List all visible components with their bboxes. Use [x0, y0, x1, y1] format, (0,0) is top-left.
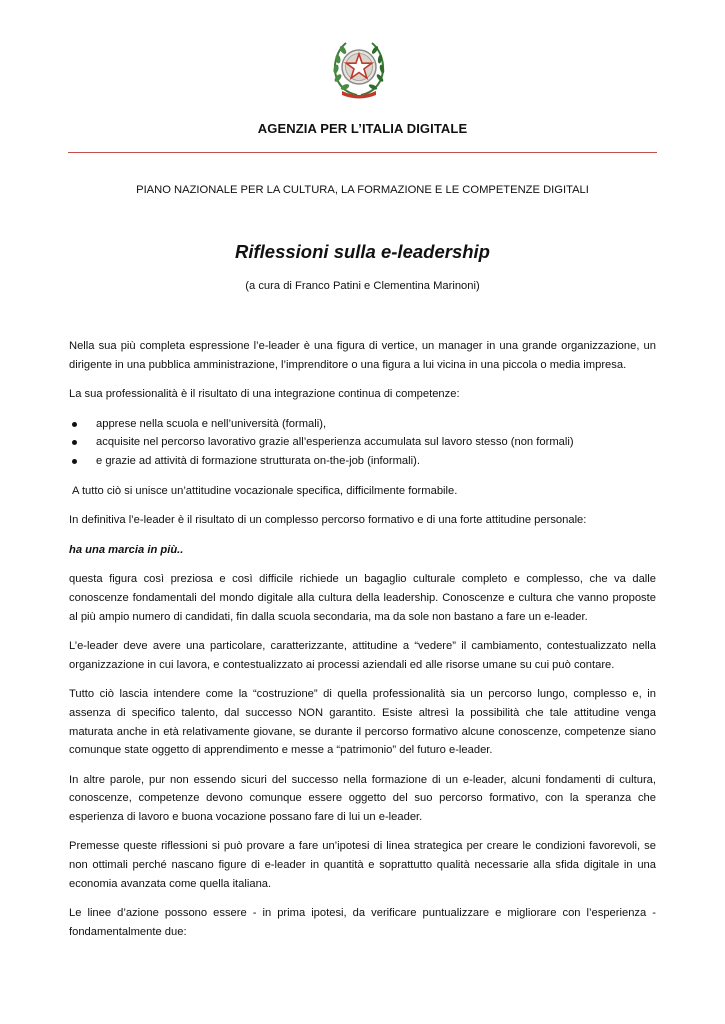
paragraph: Tutto ciò lascia intendere come la “costruzione” di quella professionalità sia un percorso lungo, complesso e, in assenza di specifico talento, dal successo NON garantito. Esiste altresì la possibilità che tale attitudine venga maturata anche in età relativamente giovane, se durante il percorso formativo alcune conoscenze, competenze siano comunque state oggetto di apprendimento e messe a “patrimonio” del futuro e-leader. — [69, 688, 656, 757]
paragraph: Le linee d’azione possono essere - in prima ipotesi, da verificare puntualizzare e migliorare con l’esperienza - fondamentalmente due: — [69, 907, 656, 938]
competence-list — [69, 415, 656, 471]
bullet-icon — [72, 440, 77, 445]
list-item — [69, 415, 656, 434]
paragraph: Nella sua più completa espressione l’e-leader è una figura di vertice, un manager in una grande organizzazione, un dirigente in una pubblica amministrazione, l’imprenditore o una figura a lui vicina in una piccola o media impresa. — [69, 340, 656, 371]
list-item — [69, 433, 656, 452]
list-item-text: apprese nella scuola e nell’università (formali), — [96, 417, 327, 430]
document-title: Riflessioni sulla e-leadership — [235, 241, 490, 262]
emphasis-line: ha una marcia in più.. — [69, 543, 184, 556]
paragraph: Premesse queste riflessioni si può provare a fare un’ipotesi di linea strategica per creare le condizioni favorevoli, se non ottimali perché nascano figure di e-leader in quantità e soprattutto qualità necessarie alla sfida digitale in una economia avanzata come quella italiana. — [69, 840, 656, 890]
plan-heading: PIANO NAZIONALE PER LA CULTURA, LA FORMAZIONE E LE COMPETENZE DIGITALI — [136, 184, 589, 196]
paragraph: La sua professionalità è il risultato di una integrazione continua di competenze: — [69, 388, 460, 401]
paragraph: questa figura così preziosa e così difficile richiede un bagaglio culturale completo e complesso, che va dalle conoscenze fondamentali del mondo digitale alla cultura della leadership. Conoscenze e cultura che vanno proposte al più ampio numero di candidati, fin dalla scuola secondaria, ma da sole non bastano a fare un e-leader. — [69, 573, 656, 623]
agency-name: AGENZIA PER L’ITALIA DIGITALE — [257, 121, 468, 136]
header-divider — [68, 152, 657, 153]
paragraph: In definitiva l’e-leader è il risultato di un complesso percorso formativo e di una forte attitudine personale: — [69, 514, 587, 527]
document-body — [69, 337, 656, 952]
list-item — [69, 452, 656, 471]
list-item-text: e grazie ad attività di formazione strutturata on-the-job (informali). — [96, 454, 420, 467]
list-item-text: acquisite nel percorso lavorativo grazie all’esperienza accumulata sul lavoro stesso (non formali) — [96, 436, 574, 449]
document-editors: (a cura di Franco Patini e Clementina Marinoni) — [245, 280, 480, 292]
bullet-icon — [72, 459, 77, 464]
paragraph: In altre parole, pur non essendo sicuri del successo nella formazione di un e-leader, alcuni fondamenti di cultura, conoscenze, competenze devono comunque essere oggetto del suo percorso formativo, con la speranza che esperienza di lavoro e buona vocazione possano fare di lui un e-leader. — [69, 773, 656, 823]
bullet-icon — [72, 422, 77, 427]
italian-republic-emblem-icon — [330, 38, 388, 100]
paragraph: L’e-leader deve avere una particolare, caratterizzante, attitudine a “vedere” il cambiamento, contestualizzato nella organizzazione in cui lavora, e contestualizzato ai processi aziendali ed alle risorse umane su cui può contare. — [69, 640, 656, 671]
paragraph: A tutto ciò si unisce un’attitudine vocazionale specifica, difficilmente formabile. — [72, 484, 458, 497]
